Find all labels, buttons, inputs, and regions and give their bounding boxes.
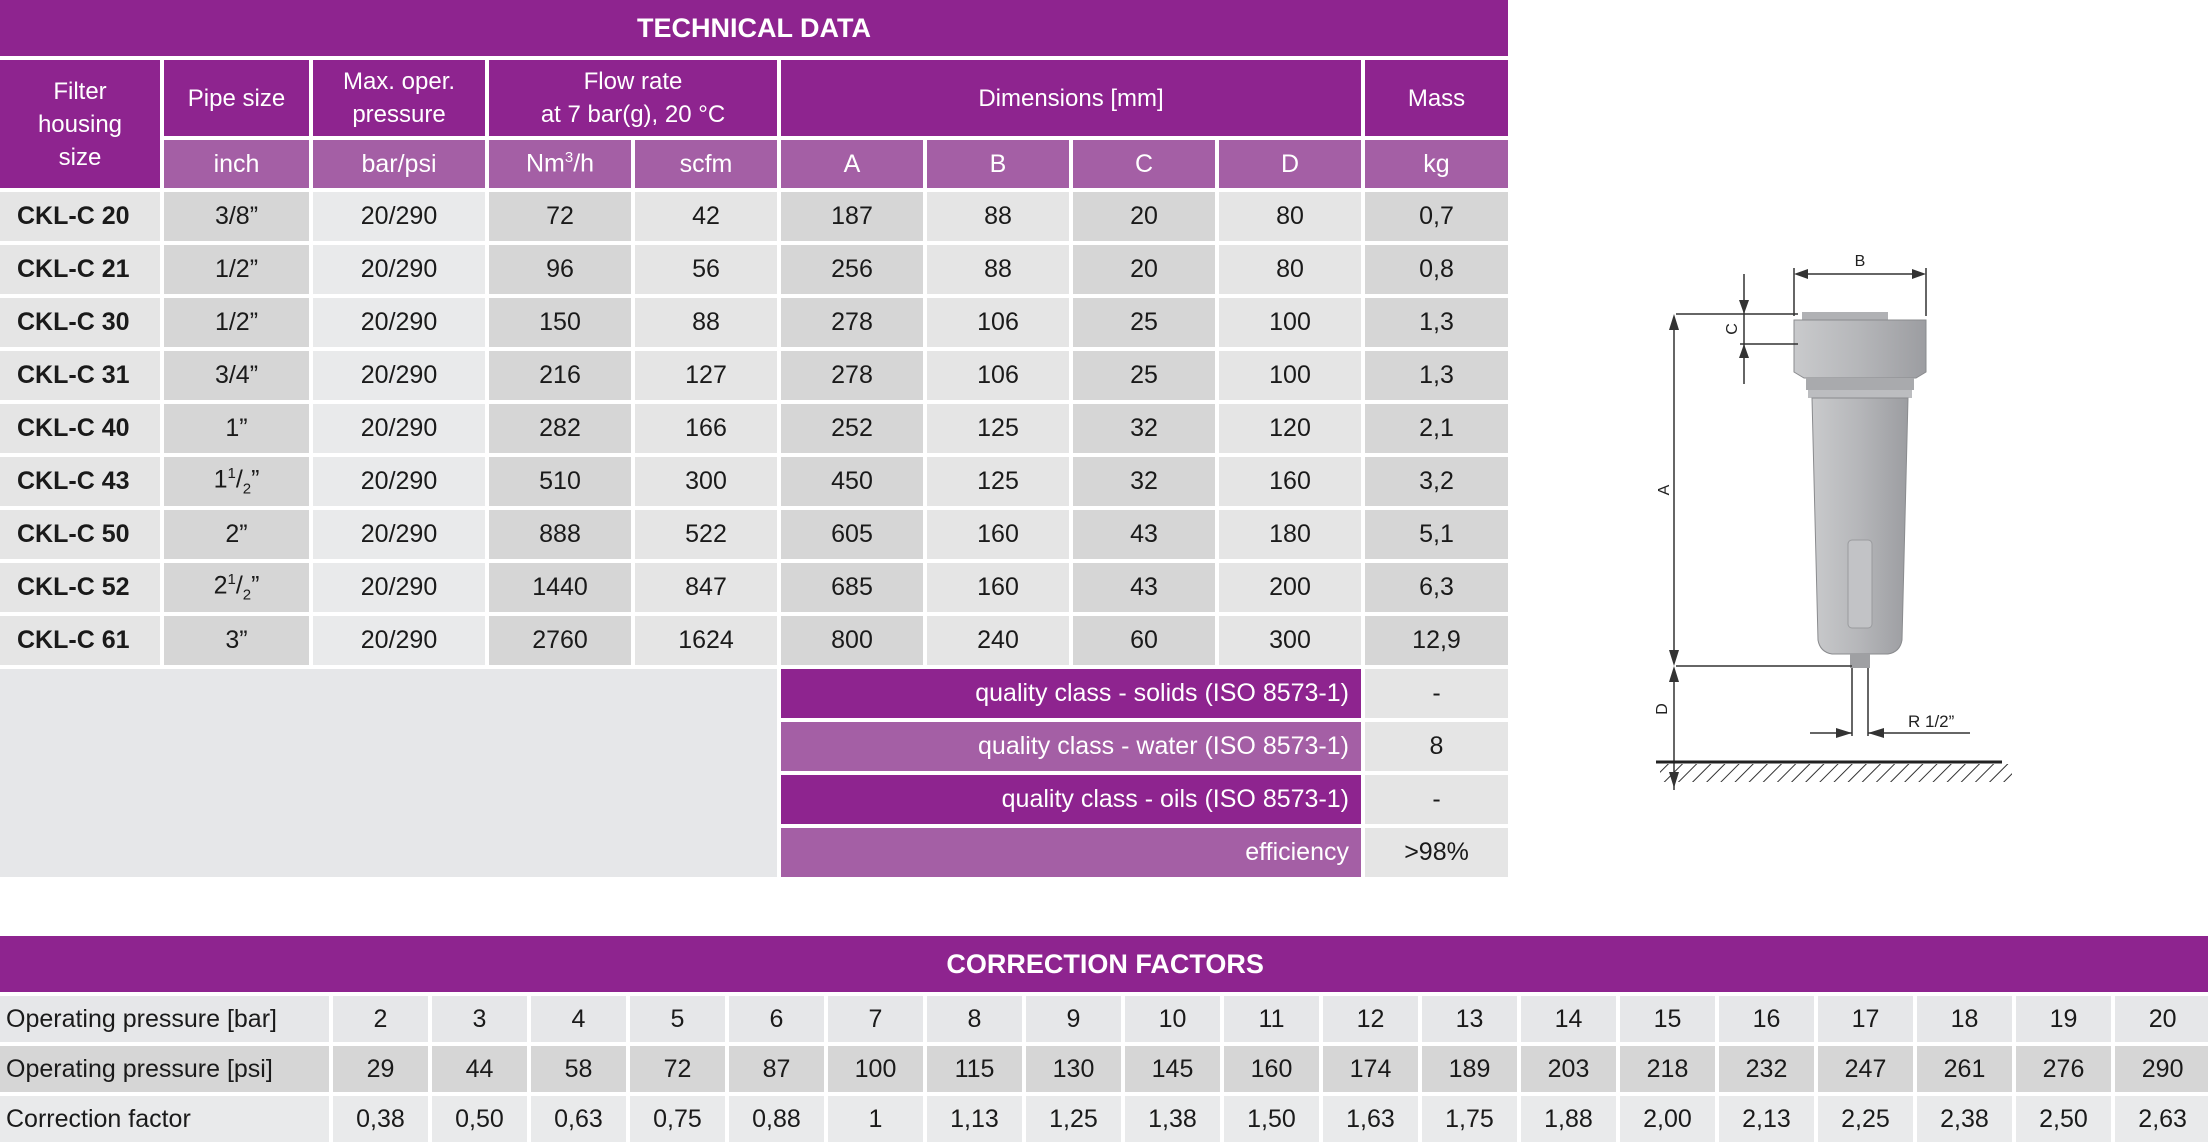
correction-value: 1 — [828, 1096, 923, 1142]
filter-size-cell: CKL-C 30 — [0, 298, 160, 347]
header-max-pressure: Max. oper. pressure — [313, 60, 485, 136]
correction-value: 247 — [1818, 1046, 1913, 1092]
correction-value: 13 — [1422, 996, 1517, 1042]
d-cell: 120 — [1219, 404, 1361, 453]
pipe-cell: $2^1/_2$” — [164, 563, 309, 612]
c-cell: 43 — [1073, 510, 1215, 559]
pipe-cell: 3/8” — [164, 192, 309, 241]
filter-sight-glass — [1848, 540, 1872, 628]
label-d: D — [1654, 703, 1671, 715]
filter-size-cell: CKL-C 43 — [0, 457, 160, 506]
correction-value: 276 — [2016, 1046, 2111, 1092]
correction-value: 115 — [927, 1046, 1022, 1092]
correction-value: 1,63 — [1323, 1096, 1418, 1142]
pipe-cell: 3/4” — [164, 351, 309, 400]
quality-row — [0, 669, 1508, 718]
scfm-cell: 847 — [635, 563, 777, 612]
a-cell: 685 — [781, 563, 923, 612]
quality-value: >98% — [1365, 828, 1508, 877]
tech-row — [0, 245, 1508, 294]
pressure-cell: 20/290 — [313, 404, 485, 453]
correction-value: 2,00 — [1620, 1096, 1715, 1142]
unit-pipe: inch — [164, 140, 309, 188]
correction-value: 0,38 — [333, 1096, 428, 1142]
pressure-cell: 20/290 — [313, 563, 485, 612]
c-cell: 60 — [1073, 616, 1215, 665]
correction-value: 1,75 — [1422, 1096, 1517, 1142]
correction-value: 0,63 — [531, 1096, 626, 1142]
b-cell: 106 — [927, 351, 1069, 400]
correction-value: 16 — [1719, 996, 1814, 1042]
a-cell: 256 — [781, 245, 923, 294]
filter-size-cell: CKL-C 21 — [0, 245, 160, 294]
filter-size-cell: CKL-C 52 — [0, 563, 160, 612]
nm3h-cell: 216 — [489, 351, 631, 400]
correction-row — [0, 1046, 2208, 1092]
mass-cell: 6,3 — [1365, 563, 1508, 612]
pipe-cell: 3” — [164, 616, 309, 665]
correction-value: 0,50 — [432, 1096, 527, 1142]
correction-value: 44 — [432, 1046, 527, 1092]
label-c: C — [1724, 323, 1741, 335]
mass-cell: 3,2 — [1365, 457, 1508, 506]
d-cell: 180 — [1219, 510, 1361, 559]
mass-cell: 5,1 — [1365, 510, 1508, 559]
b-cell: 240 — [927, 616, 1069, 665]
a-cell: 252 — [781, 404, 923, 453]
pipe-cell: 1/2” — [164, 245, 309, 294]
filter-size-cell: CKL-C 61 — [0, 616, 160, 665]
pressure-cell: 20/290 — [313, 192, 485, 241]
d-cell: 160 — [1219, 457, 1361, 506]
nm3h-cell: 510 — [489, 457, 631, 506]
label-b: B — [1854, 253, 1866, 270]
label-a: A — [1656, 484, 1673, 496]
correction-value: 1,38 — [1125, 1096, 1220, 1142]
scfm-cell: 56 — [635, 245, 777, 294]
d-cell: 80 — [1219, 192, 1361, 241]
pressure-cell: 20/290 — [313, 298, 485, 347]
ground-hatch — [1660, 764, 2012, 782]
filter-size-cell: CKL-C 31 — [0, 351, 160, 400]
filter-ring — [1806, 378, 1914, 390]
correction-value: 1,25 — [1026, 1096, 1121, 1142]
correction-value: 8 — [927, 996, 1022, 1042]
d-cell: 100 — [1219, 298, 1361, 347]
correction-value: 1,88 — [1521, 1096, 1616, 1142]
correction-value: 72 — [630, 1046, 725, 1092]
thread-label: R 1/2” — [1908, 712, 1955, 731]
a-cell: 278 — [781, 351, 923, 400]
correction-value: 1,13 — [927, 1096, 1022, 1142]
correction-value: 19 — [2016, 996, 2111, 1042]
mass-cell: 0,7 — [1365, 192, 1508, 241]
unit-dim-b: B — [927, 140, 1069, 188]
c-cell: 43 — [1073, 563, 1215, 612]
b-cell: 160 — [927, 510, 1069, 559]
nm3h-cell: 150 — [489, 298, 631, 347]
correction-value: 2,38 — [1917, 1096, 2012, 1142]
scfm-cell: 522 — [635, 510, 777, 559]
quality-value: 8 — [1365, 722, 1508, 771]
tech-row — [0, 298, 1508, 347]
b-cell: 106 — [927, 298, 1069, 347]
tech-row — [0, 563, 1508, 612]
unit-dim-a: A — [781, 140, 923, 188]
correction-value: 4 — [531, 996, 626, 1042]
c-cell: 32 — [1073, 457, 1215, 506]
pressure-cell: 20/290 — [313, 351, 485, 400]
correction-row-label: Operating pressure [psi] — [0, 1046, 329, 1092]
d-cell: 200 — [1219, 563, 1361, 612]
correction-value: 10 — [1125, 996, 1220, 1042]
b-cell: 88 — [927, 245, 1069, 294]
correction-value: 17 — [1818, 996, 1913, 1042]
mass-cell: 1,3 — [1365, 298, 1508, 347]
correction-value: 2,63 — [2115, 1096, 2208, 1142]
a-cell: 450 — [781, 457, 923, 506]
nm3h-cell: 2760 — [489, 616, 631, 665]
nm3h-cell: 1440 — [489, 563, 631, 612]
mass-cell: 1,3 — [1365, 351, 1508, 400]
correction-value: 290 — [2115, 1046, 2208, 1092]
correction-value: 218 — [1620, 1046, 1715, 1092]
filter-size-cell: CKL-C 20 — [0, 192, 160, 241]
pressure-cell: 20/290 — [313, 616, 485, 665]
tech-row — [0, 351, 1508, 400]
header-dimensions: Dimensions [mm] — [781, 60, 1361, 136]
correction-row-label: Correction factor — [0, 1096, 329, 1142]
correction-value: 130 — [1026, 1046, 1121, 1092]
pipe-cell: 1/2” — [164, 298, 309, 347]
header-pipe-size: Pipe size — [164, 60, 309, 136]
correction-value: 2 — [333, 996, 428, 1042]
b-cell: 125 — [927, 457, 1069, 506]
quality-filler — [0, 669, 777, 877]
nm3h-cell: 96 — [489, 245, 631, 294]
b-cell: 125 — [927, 404, 1069, 453]
correction-value: 3 — [432, 996, 527, 1042]
correction-value: 58 — [531, 1046, 626, 1092]
mass-cell: 12,9 — [1365, 616, 1508, 665]
header-mass: Mass — [1365, 60, 1508, 136]
correction-row — [0, 1096, 2208, 1142]
unit-mass: kg — [1365, 140, 1508, 188]
pressure-cell: 20/290 — [313, 457, 485, 506]
a-cell: 800 — [781, 616, 923, 665]
filter-dimension-drawing — [1640, 240, 2020, 800]
scfm-cell: 300 — [635, 457, 777, 506]
c-cell: 20 — [1073, 192, 1215, 241]
b-cell: 88 — [927, 192, 1069, 241]
correction-value: 189 — [1422, 1046, 1517, 1092]
unit-flow-scfm: scfm — [635, 140, 777, 188]
b-cell: 160 — [927, 563, 1069, 612]
correction-factors-table — [0, 932, 2208, 1146]
tech-row — [0, 616, 1508, 665]
c-cell: 25 — [1073, 351, 1215, 400]
correction-value: 261 — [1917, 1046, 2012, 1092]
scfm-cell: 127 — [635, 351, 777, 400]
unit-flow-nm3h: Nm$^3$/h — [489, 140, 631, 188]
d-cell: 300 — [1219, 616, 1361, 665]
correction-value: 232 — [1719, 1046, 1814, 1092]
nm3h-cell: 72 — [489, 192, 631, 241]
quality-value: - — [1365, 775, 1508, 824]
correction-value: 0,88 — [729, 1096, 824, 1142]
nm3h-cell: 282 — [489, 404, 631, 453]
filter-drain — [1850, 654, 1870, 668]
correction-value: 29 — [333, 1046, 428, 1092]
correction-value: 5 — [630, 996, 725, 1042]
unit-dim-d: D — [1219, 140, 1361, 188]
correction-value: 6 — [729, 996, 824, 1042]
correction-value: 12 — [1323, 996, 1418, 1042]
quality-label: quality class - water (ISO 8573-1) — [781, 722, 1361, 771]
tech-row — [0, 510, 1508, 559]
tech-row — [0, 404, 1508, 453]
quality-label: quality class - solids (ISO 8573-1) — [781, 669, 1361, 718]
quality-label: quality class - oils (ISO 8573-1) — [781, 775, 1361, 824]
correction-value: 203 — [1521, 1046, 1616, 1092]
filter-size-cell: CKL-C 40 — [0, 404, 160, 453]
correction-value: 87 — [729, 1046, 824, 1092]
mass-cell: 0,8 — [1365, 245, 1508, 294]
correction-value: 15 — [1620, 996, 1715, 1042]
mass-cell: 2,1 — [1365, 404, 1508, 453]
correction-factors-title: CORRECTION FACTORS — [0, 936, 2208, 992]
scfm-cell: 1624 — [635, 616, 777, 665]
unit-pressure: bar/psi — [313, 140, 485, 188]
header-flow-rate: Flow rate at 7 bar(g), 20 °C — [489, 60, 777, 136]
scfm-cell: 88 — [635, 298, 777, 347]
tech-row — [0, 192, 1508, 241]
correction-value: 9 — [1026, 996, 1121, 1042]
c-cell: 25 — [1073, 298, 1215, 347]
tech-row — [0, 457, 1508, 506]
pipe-cell: $1^1/_2$” — [164, 457, 309, 506]
correction-row-label: Operating pressure [bar] — [0, 996, 329, 1042]
a-cell: 605 — [781, 510, 923, 559]
a-cell: 187 — [781, 192, 923, 241]
pressure-cell: 20/290 — [313, 245, 485, 294]
header-filter-housing-size: Filter housing size — [0, 60, 160, 188]
correction-value: 145 — [1125, 1046, 1220, 1092]
correction-value: 1,50 — [1224, 1096, 1319, 1142]
correction-value: 0,75 — [630, 1096, 725, 1142]
correction-value: 100 — [828, 1046, 923, 1092]
pressure-cell: 20/290 — [313, 510, 485, 559]
correction-value: 14 — [1521, 996, 1616, 1042]
pipe-cell: 1” — [164, 404, 309, 453]
correction-value: 20 — [2115, 996, 2208, 1042]
quality-value: - — [1365, 669, 1508, 718]
correction-value: 11 — [1224, 996, 1319, 1042]
scfm-cell: 42 — [635, 192, 777, 241]
correction-row — [0, 996, 2208, 1042]
correction-value: 2,13 — [1719, 1096, 1814, 1142]
c-cell: 32 — [1073, 404, 1215, 453]
correction-value: 18 — [1917, 996, 2012, 1042]
pipe-cell: 2” — [164, 510, 309, 559]
quality-label: efficiency — [781, 828, 1361, 877]
technical-data-title: TECHNICAL DATA — [0, 0, 1508, 56]
a-cell: 278 — [781, 298, 923, 347]
correction-value: 174 — [1323, 1046, 1418, 1092]
filter-size-cell: CKL-C 50 — [0, 510, 160, 559]
scfm-cell: 166 — [635, 404, 777, 453]
unit-dim-c: C — [1073, 140, 1215, 188]
filter-head — [1794, 320, 1926, 378]
correction-value: 160 — [1224, 1046, 1319, 1092]
nm3h-cell: 888 — [489, 510, 631, 559]
correction-value: 2,25 — [1818, 1096, 1913, 1142]
correction-value: 7 — [828, 996, 923, 1042]
c-cell: 20 — [1073, 245, 1215, 294]
correction-value: 2,50 — [2016, 1096, 2111, 1142]
d-cell: 80 — [1219, 245, 1361, 294]
d-cell: 100 — [1219, 351, 1361, 400]
